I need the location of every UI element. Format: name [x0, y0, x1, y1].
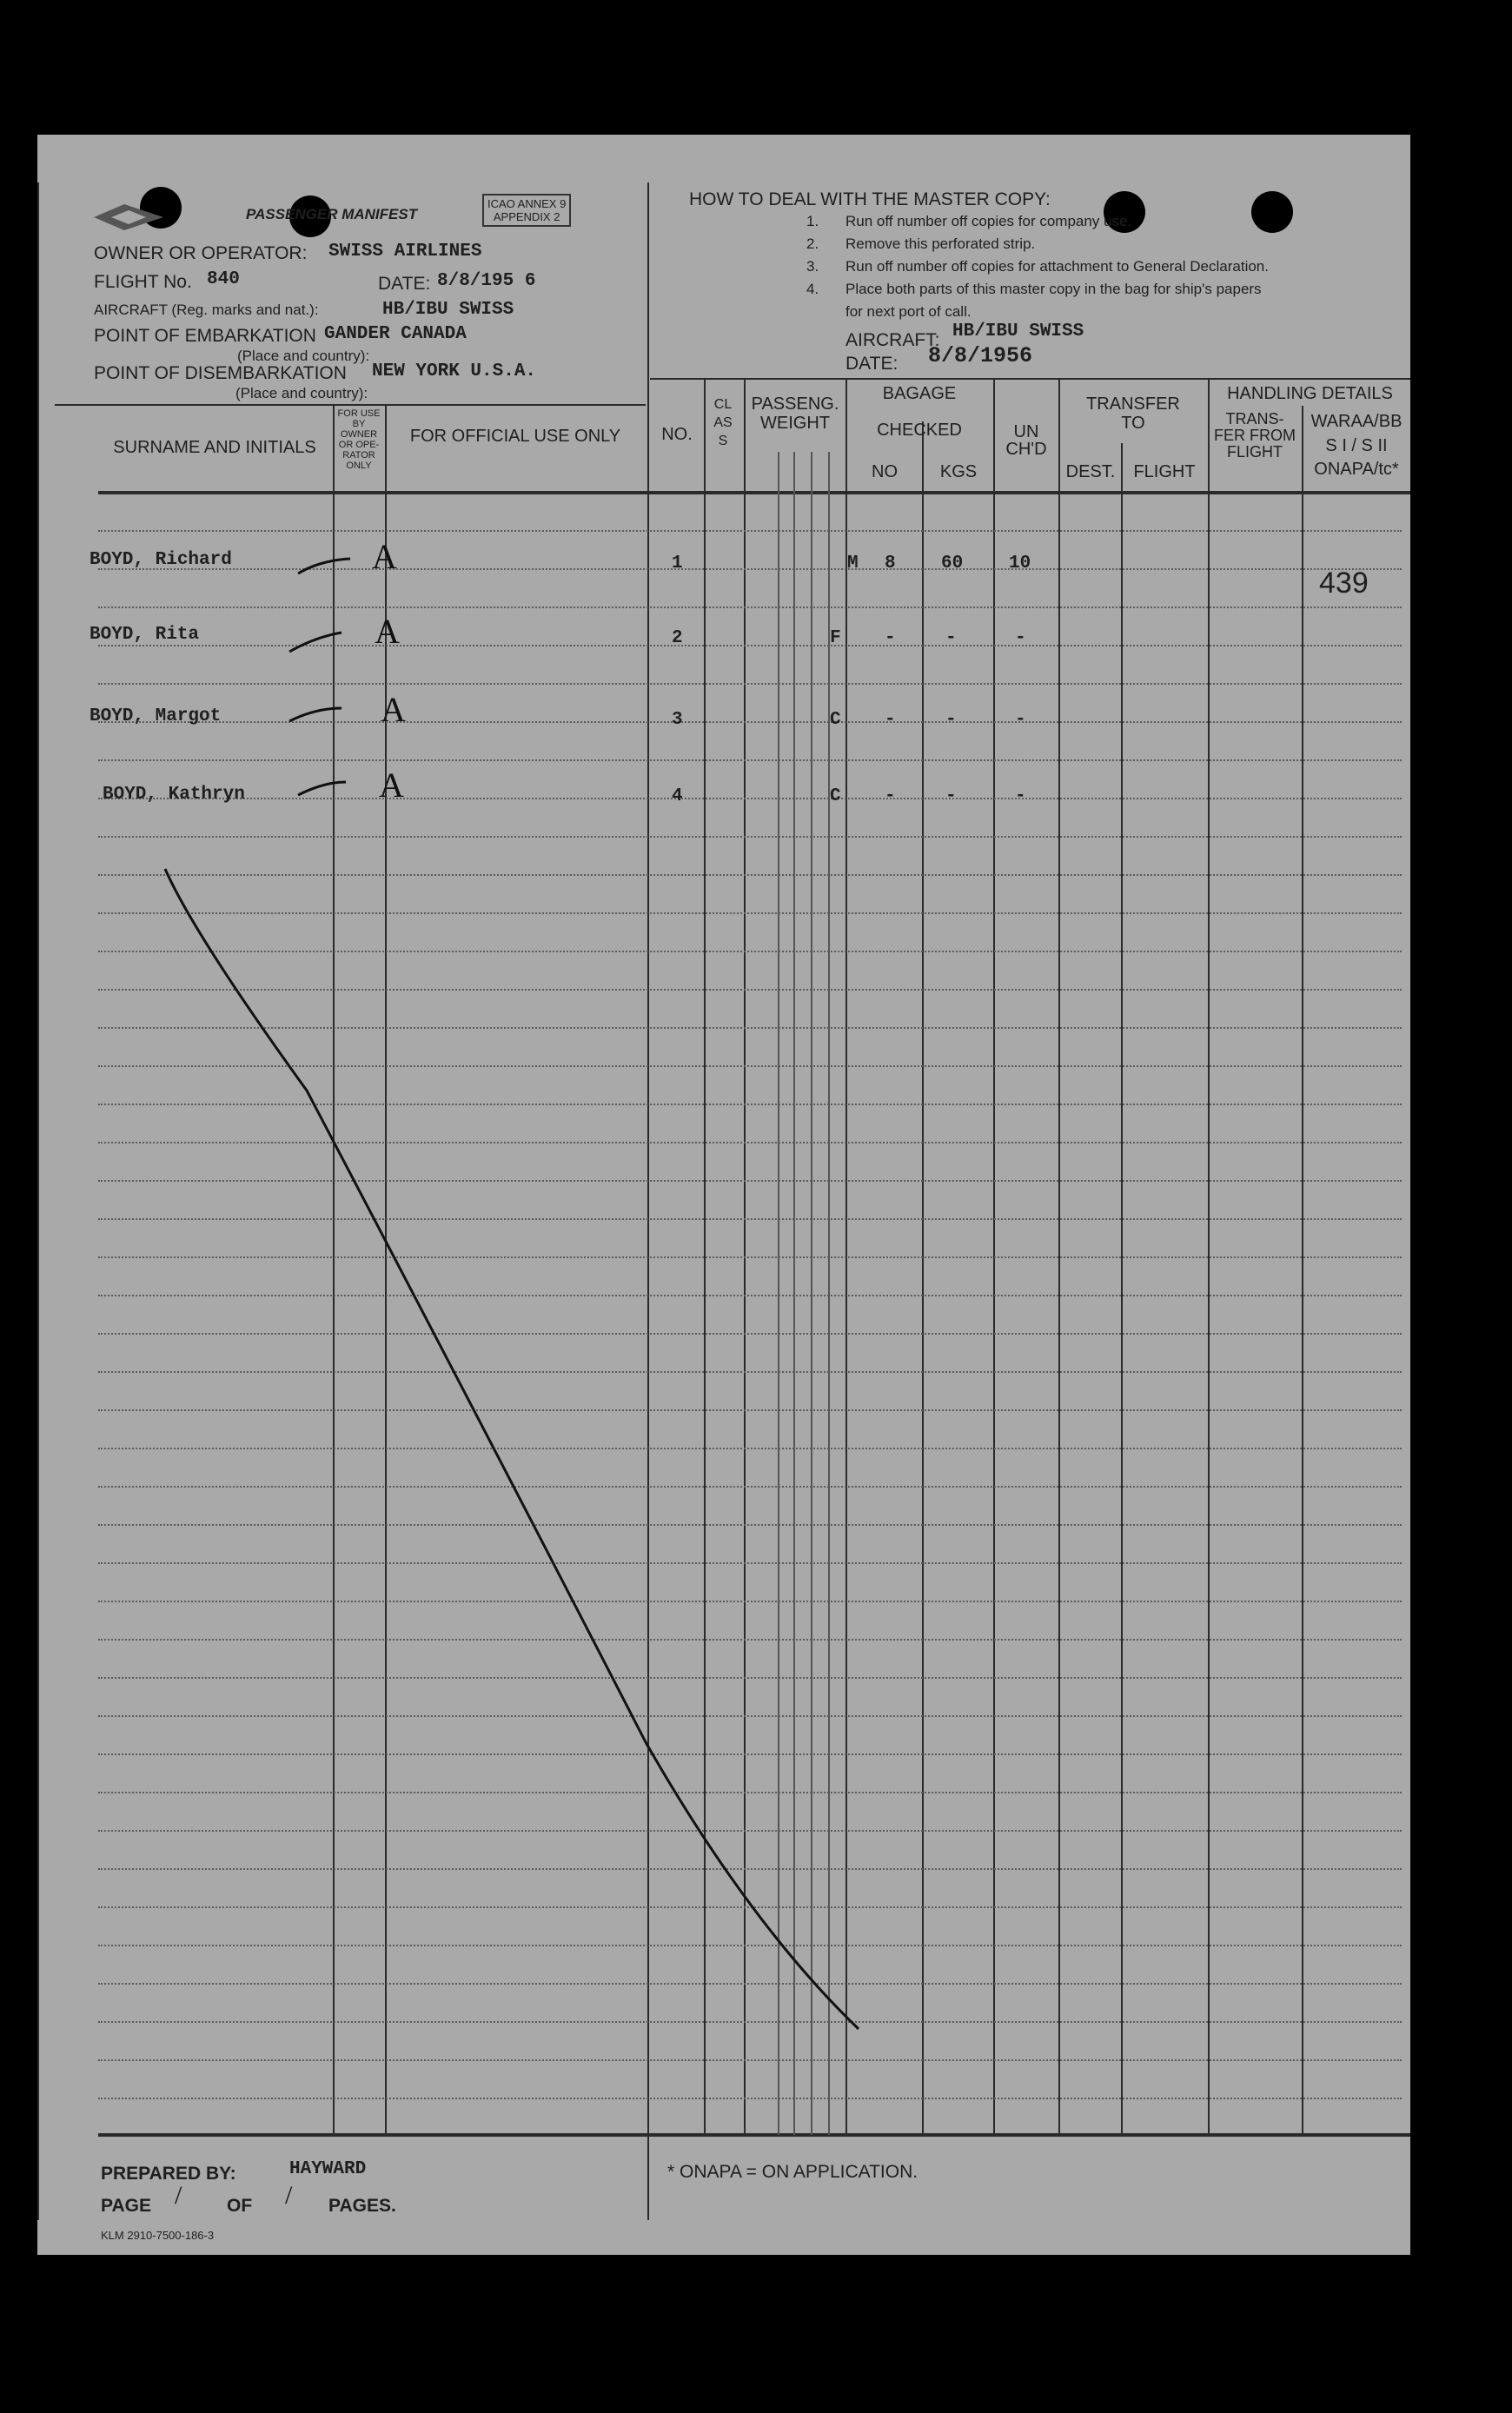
pages-label: PAGES.	[328, 2196, 396, 2216]
of-label: OF	[227, 2196, 253, 2216]
col-sis: S I / S II	[1325, 436, 1388, 455]
form-code: KLM 2910-7500-186-3	[101, 2229, 215, 2242]
instr-date-value: 8/8/1956	[928, 343, 1033, 368]
bag-kgs: -	[945, 628, 957, 648]
flight-value: 840	[207, 269, 240, 289]
passenger-name: BOYD, Kathryn	[103, 785, 245, 805]
owner-label: OWNER OR OPERATOR:	[94, 243, 308, 263]
instruction-text: Run off number off copies for company use.	[846, 213, 1132, 229]
prepared-value: HAYWARD	[289, 2159, 367, 2179]
passenger-no: 4	[672, 786, 683, 806]
col-checked: CHECKED	[877, 421, 962, 440]
of-value: /	[285, 2181, 293, 2210]
instruction-num: 3.	[806, 258, 819, 275]
passenger-mark: A	[372, 537, 397, 576]
instr-aircraft-label: AIRCRAFT:	[846, 330, 940, 350]
bag-no: -	[885, 710, 896, 730]
passenger-name: BOYD, Margot	[90, 706, 222, 726]
passenger-weight: M	[847, 554, 859, 573]
bag-unchd: -	[1015, 710, 1026, 730]
bag-unchd: -	[1015, 786, 1026, 806]
icao-appendix: APPENDIX 2	[493, 210, 560, 223]
col-weight: WEIGHT	[760, 414, 830, 433]
prepared-label: PREPARED BY:	[101, 2164, 236, 2184]
disembark-value: NEW YORK U.S.A.	[372, 361, 537, 381]
col-official: FOR OFFICIAL USE ONLY	[409, 427, 621, 446]
col-dest: DEST.	[1065, 462, 1116, 481]
instruction-num: 4.	[806, 281, 819, 297]
passenger-weight: C	[830, 786, 841, 806]
embark-label: POINT OF EMBARKATION	[94, 326, 316, 346]
handling-code: 439	[1319, 567, 1369, 600]
passenger-mark: A	[375, 612, 400, 651]
col-onapa: ONAPA/tc*	[1314, 460, 1399, 479]
col-to: TO	[1121, 414, 1145, 433]
page-value: /	[175, 2181, 182, 2210]
bag-no: 8	[885, 554, 896, 573]
instruction-num: 1.	[806, 213, 819, 229]
col-handling: HANDLING DETAILS	[1227, 384, 1393, 403]
col-transfer-from: TRANS- FER FROM FLIGHT	[1214, 410, 1296, 461]
icao-annex: ICAO ANNEX 9	[487, 197, 567, 210]
instruction-num: 2.	[806, 235, 819, 252]
instr-date-label: DATE:	[846, 354, 899, 374]
disembark-label: POINT OF DISEMBARKATION	[94, 363, 347, 383]
aircraft-label: AIRCRAFT (Reg. marks and nat.):	[94, 302, 319, 318]
col-surname: SURNAME AND INITIALS	[113, 438, 316, 457]
col-owner-use: FOR USE BY OWNER OR OPE- RATOR ONLY	[337, 408, 381, 471]
col-flight: FLIGHT	[1133, 462, 1196, 481]
bag-kgs: -	[945, 786, 957, 806]
passenger-mark: A	[381, 690, 406, 729]
instruction-text: Place both parts of this master copy in the bag for ship's papers	[846, 281, 1262, 297]
col-class: CLASS	[713, 397, 733, 448]
flight-label: FLIGHT No.	[94, 272, 192, 292]
instruction-text: Remove this perforated strip.	[846, 235, 1036, 252]
date-value: 8/8/195 6	[437, 271, 536, 291]
passenger-weight: C	[830, 710, 841, 730]
instruction-text: Run off number off copies for attachment to General Declaration.	[846, 258, 1269, 275]
bag-kgs: 60	[941, 554, 964, 573]
page-label: PAGE	[101, 2196, 151, 2216]
col-bagage: BAGAGE	[882, 384, 957, 403]
col-bag-no: NO	[872, 462, 898, 481]
passenger-weight: F	[830, 628, 841, 648]
col-unchd: UN CH'D	[1005, 422, 1047, 459]
passenger-name: BOYD, Richard	[90, 550, 232, 570]
bag-unchd: -	[1015, 628, 1026, 648]
instruction-text: for next port of call.	[846, 303, 972, 320]
date-label: DATE:	[378, 274, 431, 294]
passenger-no: 1	[672, 554, 683, 573]
disembark-sub: (Place and country):	[235, 385, 368, 401]
owner-value: SWISS AIRLINES	[328, 242, 482, 262]
cancel-line	[165, 869, 859, 2029]
embark-value: GANDER CANADA	[324, 324, 467, 344]
passenger-no: 2	[672, 628, 683, 648]
bag-no: -	[885, 628, 896, 648]
col-waraa: WARAA/BB	[1310, 412, 1403, 431]
form-title: PASSENGER MANIFEST	[246, 206, 418, 222]
bag-kgs: -	[945, 710, 957, 730]
manifest-sheet	[37, 135, 1410, 2255]
col-kgs: KGS	[939, 462, 978, 481]
bag-no: -	[885, 786, 896, 806]
aircraft-value: HB/IBU SWISS	[382, 300, 514, 320]
passenger-no: 3	[672, 710, 683, 730]
embark-sub: (Place and country):	[237, 348, 370, 364]
col-no: NO.	[661, 425, 693, 444]
handwritten-strokes	[37, 135, 1410, 2255]
passenger-name: BOYD, Rita	[90, 625, 200, 645]
col-transfer: TRANSFER	[1086, 394, 1180, 414]
col-passeng: PASSENG.	[751, 394, 839, 414]
instructions-title: HOW TO DEAL WITH THE MASTER COPY:	[689, 189, 1051, 209]
onapa-note: * ONAPA = ON APPLICATION.	[667, 2162, 918, 2182]
passenger-mark: A	[379, 766, 404, 805]
bag-unchd: 10	[1009, 554, 1031, 573]
instr-aircraft-value: HB/IBU SWISS	[952, 322, 1084, 341]
